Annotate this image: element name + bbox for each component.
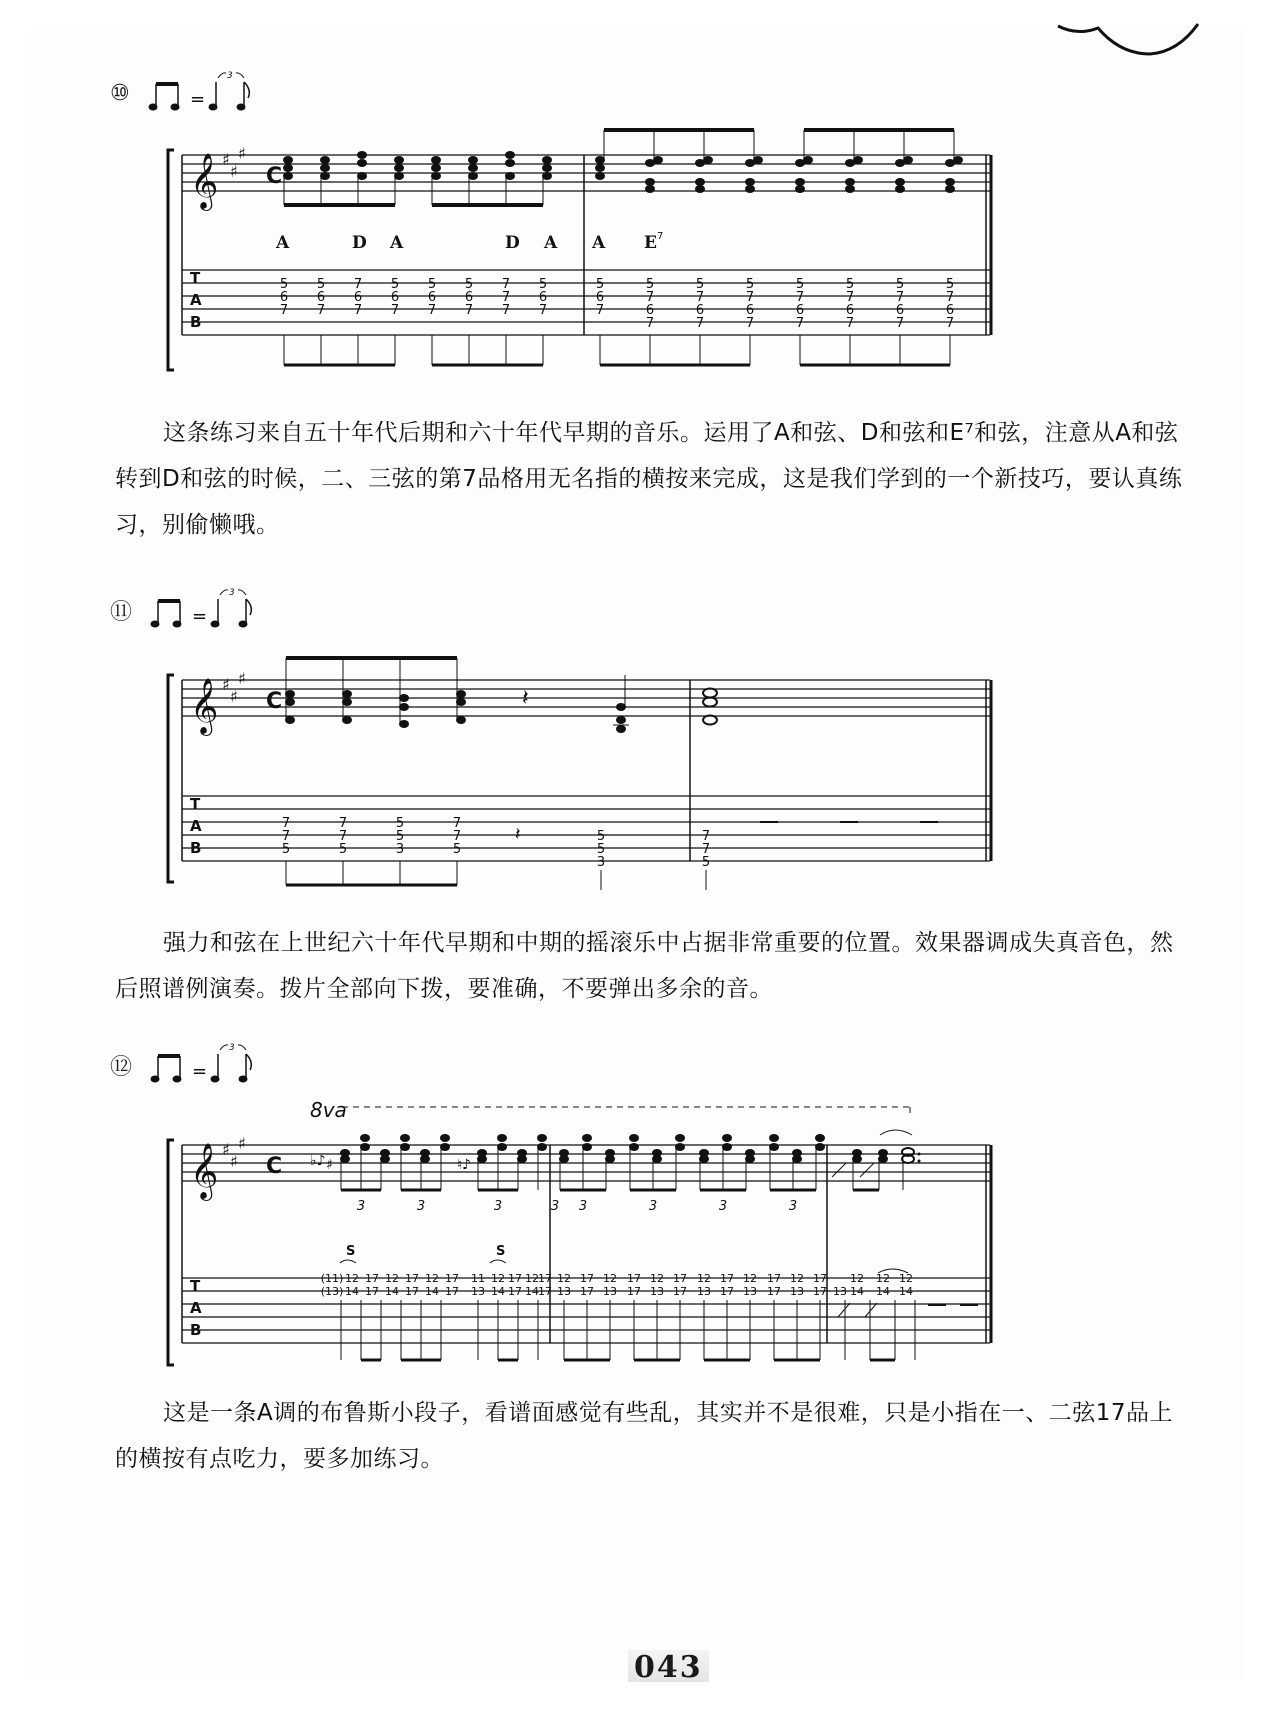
slide-mark: S	[496, 1244, 506, 1259]
svg-text:12: 12	[899, 1272, 913, 1285]
svg-text:5: 5	[596, 829, 606, 844]
svg-text:12: 12	[425, 1272, 439, 1285]
svg-text:♭♪: ♭♪	[310, 1153, 326, 1169]
svg-text:7: 7	[501, 277, 511, 292]
svg-text:5: 5	[464, 277, 474, 292]
svg-text:7: 7	[745, 290, 755, 305]
svg-text:♯: ♯	[238, 669, 246, 688]
treble-clef-icon: 𝄞	[190, 1143, 219, 1199]
svg-text:3: 3	[229, 588, 235, 598]
svg-text:17: 17	[720, 1272, 734, 1285]
svg-text:5: 5	[281, 842, 291, 857]
svg-text:17: 17	[538, 1285, 552, 1298]
common-time-icon: C	[266, 689, 283, 714]
svg-text:3: 3	[718, 1199, 728, 1214]
svg-text:7: 7	[845, 290, 855, 305]
svg-text:A: A	[190, 291, 202, 309]
svg-text:17: 17	[627, 1272, 641, 1285]
svg-text:3: 3	[550, 1199, 560, 1214]
svg-text:12: 12	[491, 1272, 505, 1285]
svg-text:17: 17	[365, 1285, 379, 1298]
svg-text:B: B	[190, 839, 202, 857]
svg-text:7: 7	[538, 303, 548, 318]
svg-text:12: 12	[876, 1272, 890, 1285]
svg-text:3: 3	[493, 1199, 503, 1214]
svg-text:3: 3	[356, 1199, 366, 1214]
svg-text:T: T	[190, 795, 201, 813]
svg-text:14: 14	[345, 1285, 359, 1298]
exercise-11-score	[160, 650, 1020, 900]
common-time-icon: C	[266, 1154, 283, 1179]
svg-text:=: =	[192, 606, 208, 627]
svg-text:12: 12	[850, 1272, 864, 1285]
tab-measure-3	[833, 1272, 913, 1298]
svg-text:17: 17	[813, 1272, 827, 1285]
svg-text:7: 7	[845, 316, 855, 331]
svg-text:7: 7	[338, 829, 348, 844]
svg-text:12: 12	[557, 1272, 571, 1285]
svg-text:13: 13	[743, 1285, 757, 1298]
svg-text:6: 6	[795, 303, 805, 318]
svg-text:7: 7	[281, 829, 291, 844]
svg-text:13: 13	[557, 1285, 571, 1298]
svg-text:(13): (13)	[320, 1285, 344, 1298]
svg-text:11: 11	[471, 1272, 485, 1285]
svg-text:7: 7	[501, 290, 511, 305]
svg-text:12: 12	[525, 1272, 539, 1285]
svg-text:12: 12	[743, 1272, 757, 1285]
paragraph-text: 这是一条A调的布鲁斯小段子，看谱面感觉有些乱，其实并不是很难，只是小指在一、二弦17品上的横按有点吃力，要多加练习。	[115, 1400, 1174, 1472]
svg-text:5: 5	[845, 277, 855, 292]
svg-text:12: 12	[790, 1272, 804, 1285]
svg-text:7: 7	[695, 316, 705, 331]
svg-text:7: 7	[316, 303, 326, 318]
svg-text:6: 6	[353, 290, 363, 305]
svg-text:13: 13	[697, 1285, 711, 1298]
tab-measure-1	[282, 816, 710, 870]
page-number: 043	[628, 1650, 709, 1682]
svg-text:7: 7	[501, 303, 511, 318]
svg-text:3: 3	[578, 1199, 588, 1214]
tab-measure-2	[596, 277, 954, 331]
svg-text:5: 5	[538, 277, 548, 292]
svg-text:T: T	[190, 269, 201, 287]
svg-text:7: 7	[390, 303, 400, 318]
svg-text:17: 17	[673, 1272, 687, 1285]
svg-text:A: A	[190, 817, 202, 835]
svg-text:5: 5	[701, 855, 711, 870]
exercise-12-score	[160, 1095, 1020, 1375]
sharp-icon: ♯	[222, 150, 230, 169]
svg-text:7: 7	[945, 290, 955, 305]
corner-swirl-decoration	[1050, 20, 1210, 70]
tab-rest-icon: 𝄽	[515, 824, 521, 845]
treble-clef-icon: 𝄞	[190, 678, 219, 734]
svg-text:♯: ♯	[222, 1140, 230, 1159]
svg-text:5: 5	[695, 277, 705, 292]
treble-clef-icon: 𝄞	[190, 153, 219, 209]
chord-name: A	[390, 233, 404, 253]
svg-text:17: 17	[365, 1272, 379, 1285]
svg-text:14: 14	[385, 1285, 399, 1298]
svg-text:7: 7	[338, 816, 348, 831]
svg-text:7: 7	[945, 316, 955, 331]
svg-text:12: 12	[697, 1272, 711, 1285]
chord-name: A	[592, 233, 606, 253]
exercise-12-description	[115, 1390, 1195, 1482]
svg-text:14: 14	[425, 1285, 439, 1298]
svg-text:5: 5	[595, 277, 605, 292]
sharp-icon: ♯	[230, 162, 238, 181]
svg-text:3: 3	[596, 855, 606, 870]
common-time-icon: C	[266, 164, 283, 189]
svg-text:12: 12	[345, 1272, 359, 1285]
exercise-number: ⑫	[110, 1054, 133, 1080]
chord-name: A	[544, 233, 558, 253]
exercise-10-description	[115, 410, 1195, 548]
chord-superscript: 7	[657, 231, 664, 242]
svg-text:5: 5	[338, 842, 348, 857]
exercise-number: ⑩	[110, 80, 130, 106]
svg-text:5: 5	[596, 842, 606, 857]
svg-text:6: 6	[895, 303, 905, 318]
svg-text:7: 7	[595, 303, 605, 318]
svg-text:6: 6	[427, 290, 437, 305]
svg-text:7: 7	[353, 277, 363, 292]
svg-text:♯: ♯	[238, 1134, 246, 1153]
svg-text:17: 17	[405, 1285, 419, 1298]
svg-text:5: 5	[895, 277, 905, 292]
svg-text:A: A	[190, 1299, 202, 1317]
svg-text:5: 5	[945, 277, 955, 292]
svg-text:17: 17	[580, 1272, 594, 1285]
svg-text:13: 13	[833, 1285, 847, 1298]
svg-text:7: 7	[645, 316, 655, 331]
svg-text:6: 6	[390, 290, 400, 305]
svg-text:3: 3	[648, 1199, 658, 1214]
svg-text:7: 7	[452, 816, 462, 831]
power-chords	[285, 690, 626, 733]
svg-text:6: 6	[845, 303, 855, 318]
svg-text:6: 6	[745, 303, 755, 318]
svg-text:17: 17	[767, 1285, 781, 1298]
svg-text:14: 14	[876, 1285, 890, 1298]
svg-text:6: 6	[538, 290, 548, 305]
sharp-icon: ♯	[238, 144, 246, 163]
svg-text:7: 7	[701, 829, 711, 844]
svg-text:17: 17	[508, 1285, 522, 1298]
svg-text:17: 17	[813, 1285, 827, 1298]
svg-text:14: 14	[850, 1285, 864, 1298]
svg-text:17: 17	[445, 1285, 459, 1298]
svg-text:7: 7	[695, 290, 705, 305]
svg-text:♯: ♯	[230, 1152, 238, 1171]
svg-text:6: 6	[316, 290, 326, 305]
svg-text:6: 6	[595, 290, 605, 305]
svg-text:5: 5	[390, 277, 400, 292]
svg-text:17: 17	[445, 1272, 459, 1285]
svg-text:♮♪: ♮♪	[457, 1157, 471, 1173]
svg-text:5: 5	[745, 277, 755, 292]
svg-text:7: 7	[279, 303, 289, 318]
svg-text:5: 5	[279, 277, 289, 292]
svg-text:5: 5	[795, 277, 805, 292]
triplet-notes	[340, 1134, 888, 1163]
svg-text:5: 5	[395, 829, 405, 844]
svg-text:6: 6	[464, 290, 474, 305]
svg-text:3: 3	[395, 842, 405, 857]
svg-text:17: 17	[767, 1272, 781, 1285]
svg-text:3: 3	[788, 1199, 798, 1214]
svg-text:5: 5	[427, 277, 437, 292]
exercise-number: ⑪	[110, 599, 133, 625]
svg-text:B: B	[190, 1321, 202, 1339]
svg-text:7: 7	[745, 316, 755, 331]
svg-text:3: 3	[229, 1043, 235, 1053]
exercise-11-description	[115, 920, 1195, 1012]
triplet-markers	[357, 1199, 797, 1214]
svg-text:7: 7	[701, 842, 711, 857]
svg-text:13: 13	[650, 1285, 664, 1298]
svg-text:=: =	[189, 89, 205, 110]
exercise-12-header	[110, 1040, 270, 1090]
svg-text:6: 6	[279, 290, 289, 305]
quarter-rest-icon: 𝄽	[522, 686, 529, 711]
paragraph-text: 这条练习来自五十年代后期和六十年代早期的音乐。运用了A和弦、D和弦和E⁷和弦，注意从A和弦转到D和弦的时候，二、三弦的第7品格用无名指的横按来完成，这是我们学到的一个新技巧，要认真练习，别偷懒哦。	[115, 420, 1183, 538]
swing-rhythm-icon	[150, 1040, 270, 1090]
svg-text:17: 17	[673, 1285, 687, 1298]
svg-text:7: 7	[353, 303, 363, 318]
swing-rhythm-icon	[150, 585, 270, 635]
svg-text:12: 12	[603, 1272, 617, 1285]
exercise-11-header	[110, 585, 270, 635]
half-note-chord	[902, 1148, 921, 1190]
svg-text:13: 13	[471, 1285, 485, 1298]
chord-name: D	[352, 233, 367, 253]
svg-text:(11): (11)	[320, 1272, 344, 1285]
svg-text:7: 7	[795, 316, 805, 331]
svg-text:7: 7	[427, 303, 437, 318]
svg-text:5: 5	[645, 277, 655, 292]
slide-mark: S	[346, 1244, 356, 1259]
svg-text:6: 6	[645, 303, 655, 318]
svg-text:5: 5	[452, 842, 462, 857]
svg-text:3: 3	[416, 1199, 426, 1214]
svg-text:5: 5	[316, 277, 326, 292]
svg-text:17: 17	[508, 1272, 522, 1285]
chord-name: A	[276, 233, 290, 253]
svg-text:T: T	[190, 1277, 201, 1295]
svg-text:12: 12	[650, 1272, 664, 1285]
svg-text:14: 14	[899, 1285, 913, 1298]
tab-measure-1	[321, 1272, 552, 1298]
svg-text:3: 3	[226, 71, 233, 81]
chord-name: E	[644, 233, 657, 253]
svg-text:7: 7	[645, 290, 655, 305]
svg-text:14: 14	[491, 1285, 505, 1298]
svg-text:7: 7	[281, 816, 291, 831]
tab-measure-2	[557, 1272, 827, 1298]
exercise-10-header	[110, 68, 268, 118]
ottava-mark: 8va	[310, 1098, 347, 1122]
svg-text:♯: ♯	[222, 675, 230, 694]
svg-text:7: 7	[464, 303, 474, 318]
svg-text:13: 13	[603, 1285, 617, 1298]
svg-text:6: 6	[695, 303, 705, 318]
svg-text:17: 17	[580, 1285, 594, 1298]
svg-text:5: 5	[395, 816, 405, 831]
svg-text:7: 7	[452, 829, 462, 844]
svg-text:♯: ♯	[230, 687, 238, 706]
svg-text:6: 6	[945, 303, 955, 318]
swing-rhythm-icon	[148, 68, 268, 118]
svg-text:=: =	[192, 1061, 208, 1082]
svg-text:♯: ♯	[326, 1157, 333, 1173]
chord-name: D	[505, 233, 520, 253]
svg-text:12: 12	[385, 1272, 399, 1285]
svg-text:17: 17	[720, 1285, 734, 1298]
svg-text:7: 7	[895, 316, 905, 331]
svg-text:7: 7	[895, 290, 905, 305]
svg-text:14: 14	[525, 1285, 539, 1298]
svg-text:17: 17	[405, 1272, 419, 1285]
svg-text:13: 13	[790, 1285, 804, 1298]
paragraph-text: 强力和弦在上世纪六十年代早期和中期的摇滚乐中占据非常重要的位置。效果器调成失真音色，然后照谱例演奏。拨片全部向下拨，要准确，不要弹出多余的音。	[115, 930, 1174, 1002]
svg-text:7: 7	[795, 290, 805, 305]
svg-text:17: 17	[538, 1272, 552, 1285]
svg-text:17: 17	[627, 1285, 641, 1298]
exercise-10-score	[160, 125, 1020, 385]
svg-text:B: B	[190, 313, 202, 331]
